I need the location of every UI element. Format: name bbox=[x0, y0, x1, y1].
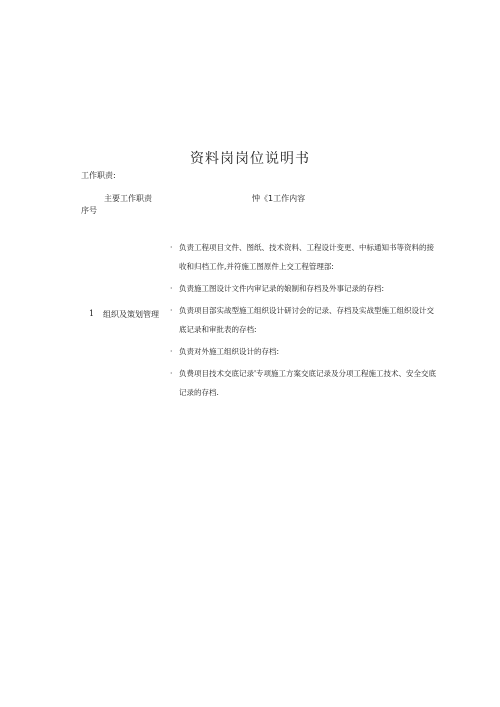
header-main-duty: 主要工作职责 bbox=[104, 194, 152, 203]
duty-text: 负责项目部实战型施工组织设计研讨会的记录、存档及实战型施工组织设计交底记录和审批表的存档: bbox=[179, 306, 434, 334]
duty-item bbox=[170, 301, 438, 339]
bullet-icon: · bbox=[170, 284, 173, 293]
duty-text: 负费项目技术交底记录'专项施工方案交底记录及分项工程施工技术、安全交底记录的存档. bbox=[179, 369, 437, 397]
duty-item bbox=[170, 364, 438, 402]
duty-text: 负责施工图设计文件内审记录的娘制和存档及外事记录的存档: bbox=[179, 284, 385, 293]
row-number: 1 bbox=[89, 309, 95, 318]
duty-item bbox=[170, 238, 438, 276]
page-title: 资料岗岗位说明书 bbox=[190, 151, 310, 167]
header-seq: 序号 bbox=[81, 206, 97, 215]
duty-text: 负责工程项目文件、图纸、技术资料、工程设计变更、中标通知书等资料的接收和归档工作,并符施工图原件上交工程管理部: bbox=[179, 243, 434, 271]
duty-item bbox=[170, 279, 438, 298]
bullet-icon: · bbox=[170, 369, 173, 378]
header-content: 忡《1工作内容 bbox=[252, 194, 306, 203]
row-category: 组织及策划管理 bbox=[103, 310, 159, 319]
bullet-icon: · bbox=[170, 306, 173, 315]
section-label: 工作职责: bbox=[81, 171, 116, 180]
duty-list bbox=[170, 238, 438, 405]
duty-text: 负责对外施工组织设计的存档: bbox=[179, 347, 280, 356]
bullet-icon: · bbox=[170, 243, 173, 252]
duty-item bbox=[170, 342, 438, 361]
bullet-icon: · bbox=[170, 347, 173, 356]
